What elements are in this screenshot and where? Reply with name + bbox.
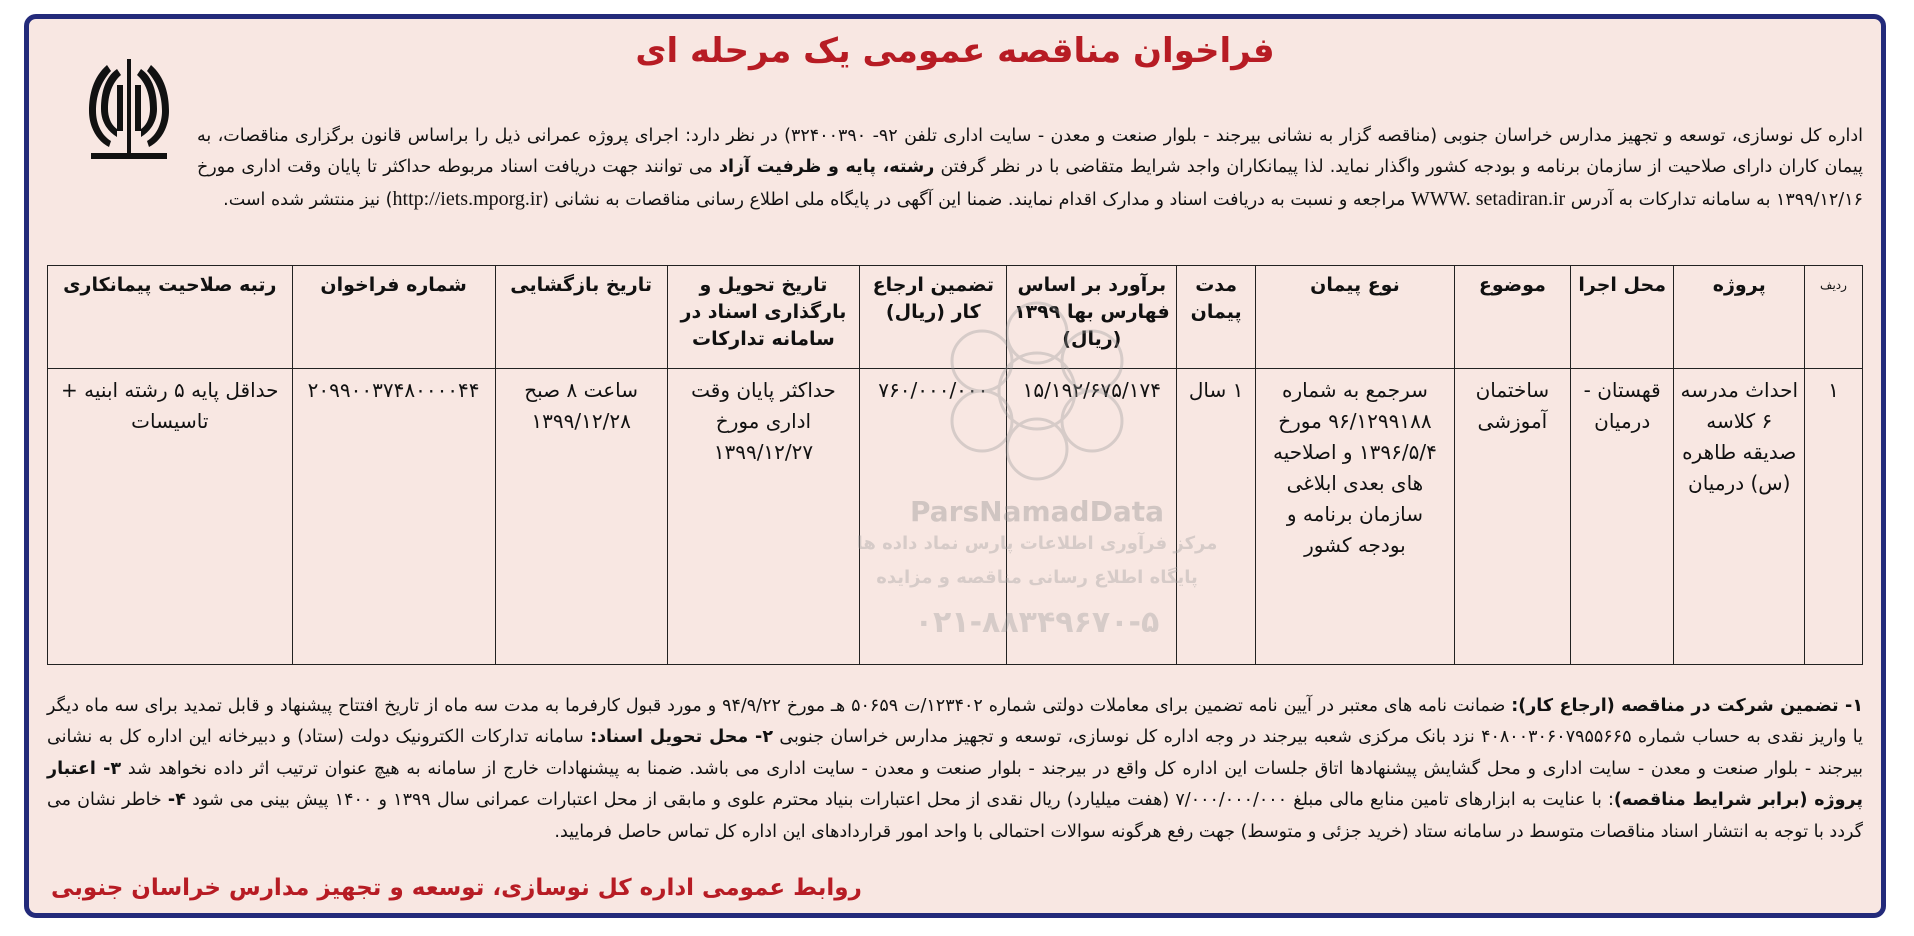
cell-call-number: ۲۰۹۹۰۰۳۷۴۸۰۰۰۰۴۴ [292,369,495,665]
watermark-line-1: مرکز فرآوری اطلاعات پارس نماد داده ها [856,533,1218,554]
term-2-heading: ۲- محل تحویل اسناد: [590,727,774,747]
term-1-heading: ۱- تضمین شرکت در مناقصه (ارجاع کار): [1511,695,1863,716]
setadiran-url-link[interactable]: WWW. setadiran.ir [1410,187,1566,210]
header-contractor-grade: رتبه صلاحیت پیمانکاری [48,266,293,369]
notice-frame [24,14,1886,918]
cell-estimate: ۱۵/۱۹۲/۶۷۵/۱۷۴ [1007,369,1177,665]
cell-contractor-grade: حداقل پایه ۵ رشته ابنیه + تاسیسات [48,369,293,665]
cell-project: احداث مدرسه ۶ کلاسه صدیقه طاهره (س) درمیان [1674,369,1805,665]
header-call-number: شماره فراخوان [292,266,495,369]
cell-contract-type: سرجمع به شماره ۹۶/۱۲۹۹۱۸۸ مورخ ۱۳۹۶/۵/۴ و اصلاحیه های بعدی ابلاغی سازمان برنامه و بودجه کشور [1255,369,1454,665]
cell-location: قهستان - درمیان [1570,369,1674,665]
intro-text-4: ) نیز منتشر شده است. [223,189,393,210]
public-relations-signature: روابط عمومی اداره کل نوسازی، توسعه و تجهیز مدارس خراسان جنوبی [51,875,862,901]
cell-delivery-date: حداکثر پایان وقت اداری مورخ ۱۳۹۹/۱۲/۲۷ [667,369,860,665]
header-location: محل اجرا [1570,266,1674,369]
notice-title: فراخوان مناقصه عمومی یک مرحله ای [635,31,1275,71]
header-subject: موضوع [1454,266,1570,369]
header-estimate: برآورد بر اساس فهارس بها ۱۳۹۹ (ریال) [1007,266,1177,369]
cell-guarantee: ۷۶۰/۰۰۰/۰۰۰ [860,369,1007,665]
tender-table [47,265,1863,665]
header-project: پروژه [1674,266,1805,369]
header-delivery-date: تاریخ تحویل و بارگذاری اسناد در سامانه تدارکات [667,266,860,369]
term-2-text: سامانه تدارکات الکترونیک دولت (ستاد) و دبیرخانه این اداره کل به نشانی بیرجند - بلوار صنعت و معدن - سایت اداری و محل گشایش پیشنهادها اتاق جلسات این اداره کل واقع در بیرجند - بلوار صنعت و معدن - سایت اداری می باشد. ضمنا به پیشنهادات خارج از سامانه به هیچ عنوان ترتیب اثر داده نخواهد شد [47,727,1863,779]
header-guarantee: تضمین ارجاع کار (ریال) [860,266,1007,369]
term-3-heading: ۳- اعتبار پروژه (برابر شرایط مناقصه) [47,758,1863,810]
term-3-text: : با عنایت به ابزارهای تامین منابع مالی مبلغ ۷/۰۰۰/۰۰۰/۰۰۰ (هفت میلیارد) ریال نقدی از محل اعتبارات بنیاد محترم علوی و مابقی از محل اعتبارات عمرانی سال ۱۳۹۹ و ۱۴۰۰ پیش بینی می شود [192,790,1614,810]
terms-paragraph [47,691,1863,849]
notice-content [47,25,1863,905]
header-duration: مدت پیمان [1177,266,1256,369]
watermark-line-2: پایگاه اطلاع رسانی مناقصه و مزایده [876,567,1198,588]
intro-text-3: مراجعه و نسبت به دریافت اسناد و مدارک اقدام نمایند. ضمنا این آگهی در پایگاه ملی اطلاع رسانی مناقصات به نشانی ( [542,189,1406,210]
intro-bold-qualification: رشته، پایه و ظرفیت آزاد [718,157,935,177]
cell-row-number: ۱ [1805,369,1863,665]
term-1-text: ضمانت نامه های معتبر در آیین نامه تضمین برای معاملات دولتی شماره ۱۲۳۴۰۲/ت ۵۰۶۵۹ هـ مورخ ۹۴/۹/۲۲ و مورد قبول کارفرما به مدت سه ماه از تاریخ افتتاح پیشنهاد و قابل تمدید برای سه ماه دیگر یا واریز نقدی به حساب شماره ۴۰۸۰۰۳۰۶۰۷۹۵۵۶۶۵ نزد بانک مرکزی شعبه بیرجند در وجه اداره کل نوسازی، توسعه و تجهیز مدارس خراسان جنوبی [47,695,1863,747]
header-row-number: ردیف [1805,266,1863,369]
header-opening-date: تاریخ بازگشایی [495,266,667,369]
table-row [48,369,1863,665]
intro-paragraph [197,121,1863,217]
table-header-row [48,266,1863,369]
header-contract-type: نوع پیمان [1255,266,1454,369]
emblem-of-iran-icon [87,55,171,163]
watermark-brand: ParsNamadData [910,495,1164,528]
cell-subject: ساختمان آموزشی [1454,369,1570,665]
watermark-phone: ۰۲۱-۸۸۳۴۹۶۷۰-۵ [914,605,1160,640]
iets-url-link[interactable]: http://iets.mporg.ir [392,187,543,210]
intro-text-1: اداره کل نوسازی، توسعه و تجهیز مدارس خراسان جنوبی (مناقصه گزار به نشانی بیرجند - بلوار صنعت و معدن - سایت اداری تلفن ۹۲- ۳۲۴۰۰۳۹۰) در نظر دارد: اجرای پروژه عمرانی ذیل را براساس قانون برگزاری مناقصات، به پیمان کاران دارای صلاحیت از سازمان برنامه و بودجه کشور واگذار نماید. لذا پیمانکاران واجد شرایط متقاضی با در نظر گرفتن [197,125,1863,177]
cell-opening-date: ساعت ۸ صبح ۱۳۹۹/۱۲/۲۸ [495,369,667,665]
cell-duration: ۱ سال [1177,369,1256,665]
term-4-heading: ۴- [167,790,186,810]
term-4-text: خاطر نشان می گردد با توجه به انتشار اسناد مناقصات متوسط در سامانه ستاد (خرید جزئی و متوسط) جهت رفع هرگونه سوالات احتمالی با واحد امور قراردادهای این اداره کل تماس حاصل فرمایید. [47,790,1863,842]
intro-text-2: می توانند جهت دریافت اسناد مربوطه حداکثر تا پایان وقت اداری مورخ ۱۳۹۹/۱۲/۱۶ به سامانه تدارکات به آدرس [197,157,1863,210]
